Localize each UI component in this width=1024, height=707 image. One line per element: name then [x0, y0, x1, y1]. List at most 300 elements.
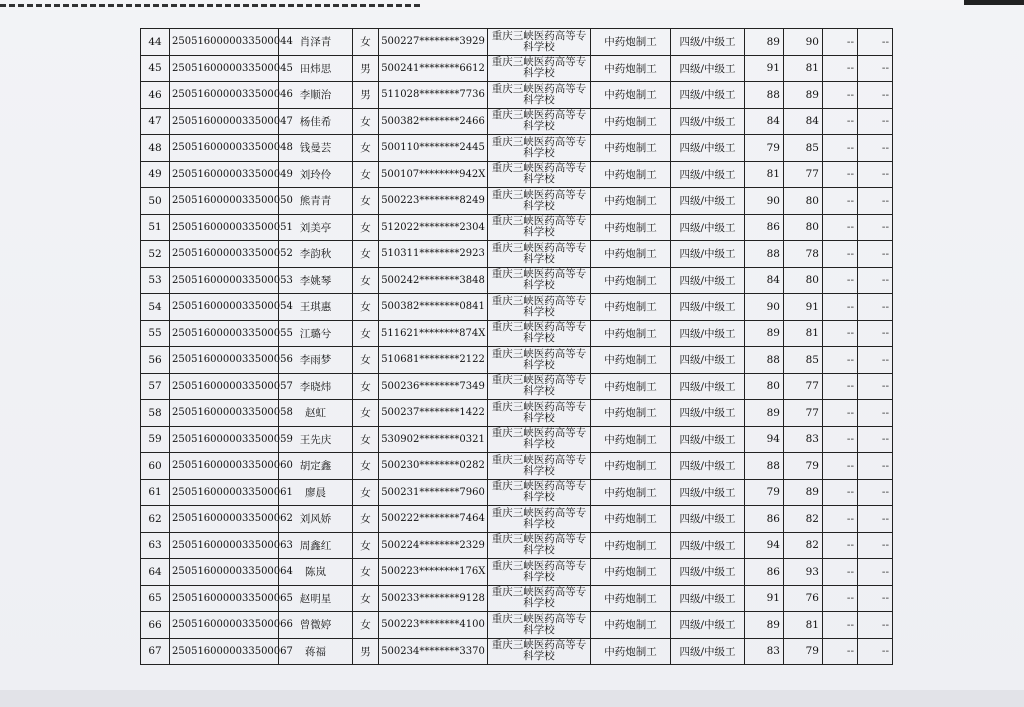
cell-name: 李韵秋 — [279, 241, 353, 268]
cell-seq: 54 — [141, 294, 170, 321]
cell-seq: 64 — [141, 559, 170, 586]
cell-extra-1: -- — [823, 638, 858, 665]
cell-id-no: 500223********8249 — [379, 188, 488, 215]
cell-level: 四级/中级工 — [671, 479, 745, 506]
cell-cert-no: 2505160000033500049 — [170, 161, 279, 188]
cell-skill-score: 81 — [784, 320, 823, 347]
cell-extra-1: -- — [823, 29, 858, 56]
cell-cert-no: 2505160000033500045 — [170, 55, 279, 82]
cell-cert-no: 2505160000033500061 — [170, 479, 279, 506]
cell-cert-no: 2505160000033500052 — [170, 241, 279, 268]
cell-extra-1: -- — [823, 612, 858, 639]
cell-theory-score: 91 — [745, 55, 784, 82]
cell-occupation: 中药炮制工 — [591, 29, 671, 56]
table-row — [141, 453, 893, 480]
cell-extra-1: -- — [823, 479, 858, 506]
cell-id-no: 512022********2304 — [379, 214, 488, 241]
cell-occupation: 中药炮制工 — [591, 214, 671, 241]
cell-gender: 女 — [353, 241, 379, 268]
cell-level: 四级/中级工 — [671, 55, 745, 82]
cell-cert-no: 2505160000033500054 — [170, 294, 279, 321]
cell-theory-score: 80 — [745, 373, 784, 400]
cell-seq: 55 — [141, 320, 170, 347]
table-row — [141, 559, 893, 586]
cell-skill-score: 76 — [784, 585, 823, 612]
cell-school: 重庆三峡医药高等专科学校 — [488, 241, 591, 268]
cell-level: 四级/中级工 — [671, 241, 745, 268]
table-row — [141, 638, 893, 665]
cell-extra-2: -- — [858, 161, 893, 188]
cell-school: 重庆三峡医药高等专科学校 — [488, 532, 591, 559]
table-row — [141, 585, 893, 612]
cell-gender: 女 — [353, 29, 379, 56]
cell-name: 肖泽青 — [279, 29, 353, 56]
results-table-body — [141, 29, 893, 665]
cell-occupation: 中药炮制工 — [591, 294, 671, 321]
cell-skill-score: 89 — [784, 82, 823, 109]
cell-name: 钱曼芸 — [279, 135, 353, 162]
cell-level: 四级/中级工 — [671, 82, 745, 109]
cell-school: 重庆三峡医药高等专科学校 — [488, 29, 591, 56]
cell-extra-2: -- — [858, 55, 893, 82]
cell-id-no: 510311********2923 — [379, 241, 488, 268]
cell-gender: 女 — [353, 294, 379, 321]
cell-extra-2: -- — [858, 241, 893, 268]
cell-seq: 58 — [141, 400, 170, 427]
cell-skill-score: 82 — [784, 506, 823, 533]
cell-level: 四级/中级工 — [671, 400, 745, 427]
cell-level: 四级/中级工 — [671, 347, 745, 374]
cell-school: 重庆三峡医药高等专科学校 — [488, 506, 591, 533]
cell-school: 重庆三峡医药高等专科学校 — [488, 400, 591, 427]
cell-theory-score: 86 — [745, 506, 784, 533]
cell-id-no: 500237********1422 — [379, 400, 488, 427]
cell-occupation: 中药炮制工 — [591, 55, 671, 82]
cell-theory-score: 90 — [745, 188, 784, 215]
cell-extra-2: -- — [858, 426, 893, 453]
cell-skill-score: 80 — [784, 214, 823, 241]
cell-seq: 66 — [141, 612, 170, 639]
cell-cert-no: 2505160000033500048 — [170, 135, 279, 162]
cell-name: 李晓炜 — [279, 373, 353, 400]
table-row — [141, 214, 893, 241]
cell-name: 王先庆 — [279, 426, 353, 453]
cell-school: 重庆三峡医药高等专科学校 — [488, 479, 591, 506]
page-bottom-edge — [0, 690, 1024, 707]
cell-seq: 56 — [141, 347, 170, 374]
cell-id-no: 500223********176X — [379, 559, 488, 586]
cell-seq: 65 — [141, 585, 170, 612]
cell-skill-score: 81 — [784, 612, 823, 639]
cell-cert-no: 2505160000033500067 — [170, 638, 279, 665]
cell-skill-score: 85 — [784, 135, 823, 162]
cell-occupation: 中药炮制工 — [591, 638, 671, 665]
cell-cert-no: 2505160000033500053 — [170, 267, 279, 294]
table-row — [141, 161, 893, 188]
cell-name: 熊青青 — [279, 188, 353, 215]
cell-gender: 男 — [353, 638, 379, 665]
cell-gender: 女 — [353, 585, 379, 612]
cell-occupation: 中药炮制工 — [591, 506, 671, 533]
cell-cert-no: 2505160000033500058 — [170, 400, 279, 427]
cell-occupation: 中药炮制工 — [591, 585, 671, 612]
cell-theory-score: 83 — [745, 638, 784, 665]
cell-theory-score: 89 — [745, 612, 784, 639]
cell-extra-1: -- — [823, 108, 858, 135]
cell-cert-no: 2505160000033500057 — [170, 373, 279, 400]
cell-cert-no: 2505160000033500046 — [170, 82, 279, 109]
cell-school: 重庆三峡医药高等专科学校 — [488, 55, 591, 82]
cell-occupation: 中药炮制工 — [591, 320, 671, 347]
cell-level: 四级/中级工 — [671, 108, 745, 135]
cell-gender: 女 — [353, 161, 379, 188]
cell-extra-1: -- — [823, 347, 858, 374]
cell-seq: 51 — [141, 214, 170, 241]
cell-cert-no: 2505160000033500047 — [170, 108, 279, 135]
cell-extra-2: -- — [858, 108, 893, 135]
cell-occupation: 中药炮制工 — [591, 347, 671, 374]
cell-id-no: 500236********7349 — [379, 373, 488, 400]
cell-id-no: 510681********2122 — [379, 347, 488, 374]
cell-cert-no: 2505160000033500066 — [170, 612, 279, 639]
cell-level: 四级/中级工 — [671, 638, 745, 665]
cell-name: 田炜思 — [279, 55, 353, 82]
cell-skill-score: 93 — [784, 559, 823, 586]
cell-skill-score: 84 — [784, 108, 823, 135]
cell-id-no: 500224********2329 — [379, 532, 488, 559]
cell-extra-2: -- — [858, 559, 893, 586]
cell-extra-2: -- — [858, 585, 893, 612]
cell-seq: 59 — [141, 426, 170, 453]
cell-level: 四级/中级工 — [671, 267, 745, 294]
cell-extra-2: -- — [858, 400, 893, 427]
cell-level: 四级/中级工 — [671, 188, 745, 215]
cell-gender: 女 — [353, 559, 379, 586]
cell-extra-2: -- — [858, 506, 893, 533]
cell-level: 四级/中级工 — [671, 585, 745, 612]
cell-level: 四级/中级工 — [671, 612, 745, 639]
cell-name: 李雨梦 — [279, 347, 353, 374]
cell-cert-no: 2505160000033500060 — [170, 453, 279, 480]
cell-name: 江璐兮 — [279, 320, 353, 347]
cell-gender: 女 — [353, 214, 379, 241]
cell-seq: 62 — [141, 506, 170, 533]
cell-theory-score: 84 — [745, 267, 784, 294]
cell-id-no: 500382********2466 — [379, 108, 488, 135]
cell-id-no: 511028********7736 — [379, 82, 488, 109]
cell-gender: 女 — [353, 400, 379, 427]
cell-id-no: 500231********7960 — [379, 479, 488, 506]
cell-extra-1: -- — [823, 400, 858, 427]
cell-gender: 男 — [353, 82, 379, 109]
cell-extra-1: -- — [823, 55, 858, 82]
table-row — [141, 320, 893, 347]
cell-school: 重庆三峡医药高等专科学校 — [488, 612, 591, 639]
cell-cert-no: 2505160000033500051 — [170, 214, 279, 241]
cell-name: 曾微婷 — [279, 612, 353, 639]
cell-gender: 男 — [353, 55, 379, 82]
cell-name: 王琪惠 — [279, 294, 353, 321]
cell-seq: 48 — [141, 135, 170, 162]
table-row — [141, 532, 893, 559]
cell-extra-1: -- — [823, 373, 858, 400]
cell-gender: 女 — [353, 532, 379, 559]
cell-school: 重庆三峡医药高等专科学校 — [488, 108, 591, 135]
cell-seq: 61 — [141, 479, 170, 506]
cell-theory-score: 81 — [745, 161, 784, 188]
cell-extra-1: -- — [823, 532, 858, 559]
cell-id-no: 500223********4100 — [379, 612, 488, 639]
cell-id-no: 500230********0282 — [379, 453, 488, 480]
cell-skill-score: 78 — [784, 241, 823, 268]
cell-gender: 女 — [353, 479, 379, 506]
table-row — [141, 506, 893, 533]
cell-seq: 53 — [141, 267, 170, 294]
cell-extra-1: -- — [823, 82, 858, 109]
cell-gender: 女 — [353, 373, 379, 400]
table-row — [141, 29, 893, 56]
cell-extra-1: -- — [823, 320, 858, 347]
cell-cert-no: 2505160000033500044 — [170, 29, 279, 56]
cell-theory-score: 86 — [745, 559, 784, 586]
cell-school: 重庆三峡医药高等专科学校 — [488, 188, 591, 215]
table-row — [141, 612, 893, 639]
cell-school: 重庆三峡医药高等专科学校 — [488, 294, 591, 321]
cell-extra-2: -- — [858, 479, 893, 506]
cell-id-no: 500233********9128 — [379, 585, 488, 612]
cell-school: 重庆三峡医药高等专科学校 — [488, 426, 591, 453]
table-row — [141, 135, 893, 162]
cell-level: 四级/中级工 — [671, 29, 745, 56]
cell-extra-1: -- — [823, 161, 858, 188]
cell-seq: 52 — [141, 241, 170, 268]
cell-id-no: 500227********3929 — [379, 29, 488, 56]
cell-skill-score: 80 — [784, 267, 823, 294]
cell-extra-2: -- — [858, 135, 893, 162]
cell-name: 刘玲伶 — [279, 161, 353, 188]
cell-occupation: 中药炮制工 — [591, 426, 671, 453]
cell-skill-score: 80 — [784, 188, 823, 215]
cell-level: 四级/中级工 — [671, 161, 745, 188]
cell-extra-2: -- — [858, 453, 893, 480]
cell-school: 重庆三峡医药高等专科学校 — [488, 585, 591, 612]
cell-name: 胡定鑫 — [279, 453, 353, 480]
cell-school: 重庆三峡医药高等专科学校 — [488, 135, 591, 162]
cell-gender: 女 — [353, 267, 379, 294]
cell-seq: 60 — [141, 453, 170, 480]
cell-gender: 女 — [353, 426, 379, 453]
cell-theory-score: 79 — [745, 479, 784, 506]
page-top-corner-mark — [964, 0, 1024, 5]
cell-extra-1: -- — [823, 426, 858, 453]
cell-extra-2: -- — [858, 29, 893, 56]
cell-theory-score: 89 — [745, 29, 784, 56]
table-row — [141, 426, 893, 453]
cell-id-no: 500242********3848 — [379, 267, 488, 294]
table-row — [141, 294, 893, 321]
cell-id-no: 500107********942X — [379, 161, 488, 188]
cell-skill-score: 90 — [784, 29, 823, 56]
cell-id-no: 530902********0321 — [379, 426, 488, 453]
cell-theory-score: 89 — [745, 400, 784, 427]
cell-skill-score: 83 — [784, 426, 823, 453]
cell-occupation: 中药炮制工 — [591, 267, 671, 294]
cell-cert-no: 2505160000033500055 — [170, 320, 279, 347]
cell-gender: 女 — [353, 108, 379, 135]
table-row — [141, 373, 893, 400]
cell-skill-score: 81 — [784, 55, 823, 82]
cell-id-no: 500241********6612 — [379, 55, 488, 82]
cell-name: 刘风娇 — [279, 506, 353, 533]
cell-seq: 57 — [141, 373, 170, 400]
cell-cert-no: 2505160000033500064 — [170, 559, 279, 586]
cell-name: 廖晨 — [279, 479, 353, 506]
cell-occupation: 中药炮制工 — [591, 373, 671, 400]
cell-occupation: 中药炮制工 — [591, 82, 671, 109]
cell-extra-1: -- — [823, 585, 858, 612]
cell-level: 四级/中级工 — [671, 453, 745, 480]
cell-id-no: 500222********7464 — [379, 506, 488, 533]
cell-level: 四级/中级工 — [671, 135, 745, 162]
cell-school: 重庆三峡医药高等专科学校 — [488, 453, 591, 480]
cell-theory-score: 84 — [745, 108, 784, 135]
cell-level: 四级/中级工 — [671, 294, 745, 321]
cell-school: 重庆三峡医药高等专科学校 — [488, 559, 591, 586]
cell-seq: 46 — [141, 82, 170, 109]
cell-name: 李姚琴 — [279, 267, 353, 294]
cell-theory-score: 94 — [745, 426, 784, 453]
cell-id-no: 500382********0841 — [379, 294, 488, 321]
table-row — [141, 267, 893, 294]
cell-extra-2: -- — [858, 612, 893, 639]
cell-id-no: 500234********3370 — [379, 638, 488, 665]
cell-seq: 44 — [141, 29, 170, 56]
page-top-dashed-line — [0, 4, 420, 7]
cell-occupation: 中药炮制工 — [591, 479, 671, 506]
cell-gender: 女 — [353, 188, 379, 215]
cell-extra-1: -- — [823, 241, 858, 268]
cell-school: 重庆三峡医药高等专科学校 — [488, 267, 591, 294]
table-row — [141, 108, 893, 135]
cell-theory-score: 86 — [745, 214, 784, 241]
cell-theory-score: 88 — [745, 453, 784, 480]
cell-occupation: 中药炮制工 — [591, 161, 671, 188]
cell-school: 重庆三峡医药高等专科学校 — [488, 373, 591, 400]
cell-school: 重庆三峡医药高等专科学校 — [488, 347, 591, 374]
cell-level: 四级/中级工 — [671, 214, 745, 241]
cell-school: 重庆三峡医药高等专科学校 — [488, 638, 591, 665]
cell-name: 蒋福 — [279, 638, 353, 665]
cell-gender: 女 — [353, 320, 379, 347]
cell-name: 杨佳希 — [279, 108, 353, 135]
cell-skill-score: 85 — [784, 347, 823, 374]
cell-school: 重庆三峡医药高等专科学校 — [488, 82, 591, 109]
cell-skill-score: 77 — [784, 400, 823, 427]
cell-extra-2: -- — [858, 214, 893, 241]
table-row — [141, 400, 893, 427]
cell-skill-score: 82 — [784, 532, 823, 559]
cell-gender: 女 — [353, 453, 379, 480]
cell-gender: 女 — [353, 506, 379, 533]
cell-extra-1: -- — [823, 188, 858, 215]
cell-school: 重庆三峡医药高等专科学校 — [488, 214, 591, 241]
cell-extra-1: -- — [823, 559, 858, 586]
cell-name: 赵虹 — [279, 400, 353, 427]
cell-id-no: 511621********874X — [379, 320, 488, 347]
cell-occupation: 中药炮制工 — [591, 241, 671, 268]
cell-theory-score: 89 — [745, 320, 784, 347]
cell-seq: 49 — [141, 161, 170, 188]
cell-extra-2: -- — [858, 347, 893, 374]
cell-level: 四级/中级工 — [671, 320, 745, 347]
cell-extra-2: -- — [858, 532, 893, 559]
cell-theory-score: 90 — [745, 294, 784, 321]
cell-cert-no: 2505160000033500056 — [170, 347, 279, 374]
cell-level: 四级/中级工 — [671, 559, 745, 586]
cell-theory-score: 79 — [745, 135, 784, 162]
cell-extra-1: -- — [823, 453, 858, 480]
table-row — [141, 347, 893, 374]
table-row — [141, 241, 893, 268]
cell-cert-no: 2505160000033500059 — [170, 426, 279, 453]
cell-level: 四级/中级工 — [671, 506, 745, 533]
cell-occupation: 中药炮制工 — [591, 188, 671, 215]
cell-name: 陈岚 — [279, 559, 353, 586]
cell-extra-2: -- — [858, 373, 893, 400]
cell-cert-no: 2505160000033500063 — [170, 532, 279, 559]
cell-occupation: 中药炮制工 — [591, 135, 671, 162]
cell-cert-no: 2505160000033500065 — [170, 585, 279, 612]
cell-occupation: 中药炮制工 — [591, 612, 671, 639]
cell-extra-1: -- — [823, 294, 858, 321]
cell-level: 四级/中级工 — [671, 373, 745, 400]
cell-seq: 47 — [141, 108, 170, 135]
cell-occupation: 中药炮制工 — [591, 532, 671, 559]
cell-gender: 女 — [353, 347, 379, 374]
cell-seq: 50 — [141, 188, 170, 215]
cell-school: 重庆三峡医药高等专科学校 — [488, 161, 591, 188]
cell-level: 四级/中级工 — [671, 426, 745, 453]
results-table — [140, 28, 893, 665]
cell-name: 李顺治 — [279, 82, 353, 109]
cell-theory-score: 88 — [745, 82, 784, 109]
cell-cert-no: 2505160000033500050 — [170, 188, 279, 215]
cell-extra-2: -- — [858, 320, 893, 347]
cell-theory-score: 91 — [745, 585, 784, 612]
cell-name: 赵明星 — [279, 585, 353, 612]
cell-skill-score: 77 — [784, 161, 823, 188]
cell-name: 周鑫红 — [279, 532, 353, 559]
cell-extra-1: -- — [823, 506, 858, 533]
cell-name: 刘美亭 — [279, 214, 353, 241]
cell-extra-2: -- — [858, 82, 893, 109]
cell-seq: 63 — [141, 532, 170, 559]
cell-extra-2: -- — [858, 267, 893, 294]
cell-extra-2: -- — [858, 188, 893, 215]
cell-cert-no: 2505160000033500062 — [170, 506, 279, 533]
cell-extra-1: -- — [823, 214, 858, 241]
cell-occupation: 中药炮制工 — [591, 453, 671, 480]
results-sheet — [140, 28, 892, 665]
cell-occupation: 中药炮制工 — [591, 559, 671, 586]
cell-extra-2: -- — [858, 638, 893, 665]
cell-gender: 女 — [353, 612, 379, 639]
cell-occupation: 中药炮制工 — [591, 108, 671, 135]
cell-extra-1: -- — [823, 135, 858, 162]
cell-theory-score: 88 — [745, 347, 784, 374]
table-row — [141, 188, 893, 215]
cell-skill-score: 91 — [784, 294, 823, 321]
